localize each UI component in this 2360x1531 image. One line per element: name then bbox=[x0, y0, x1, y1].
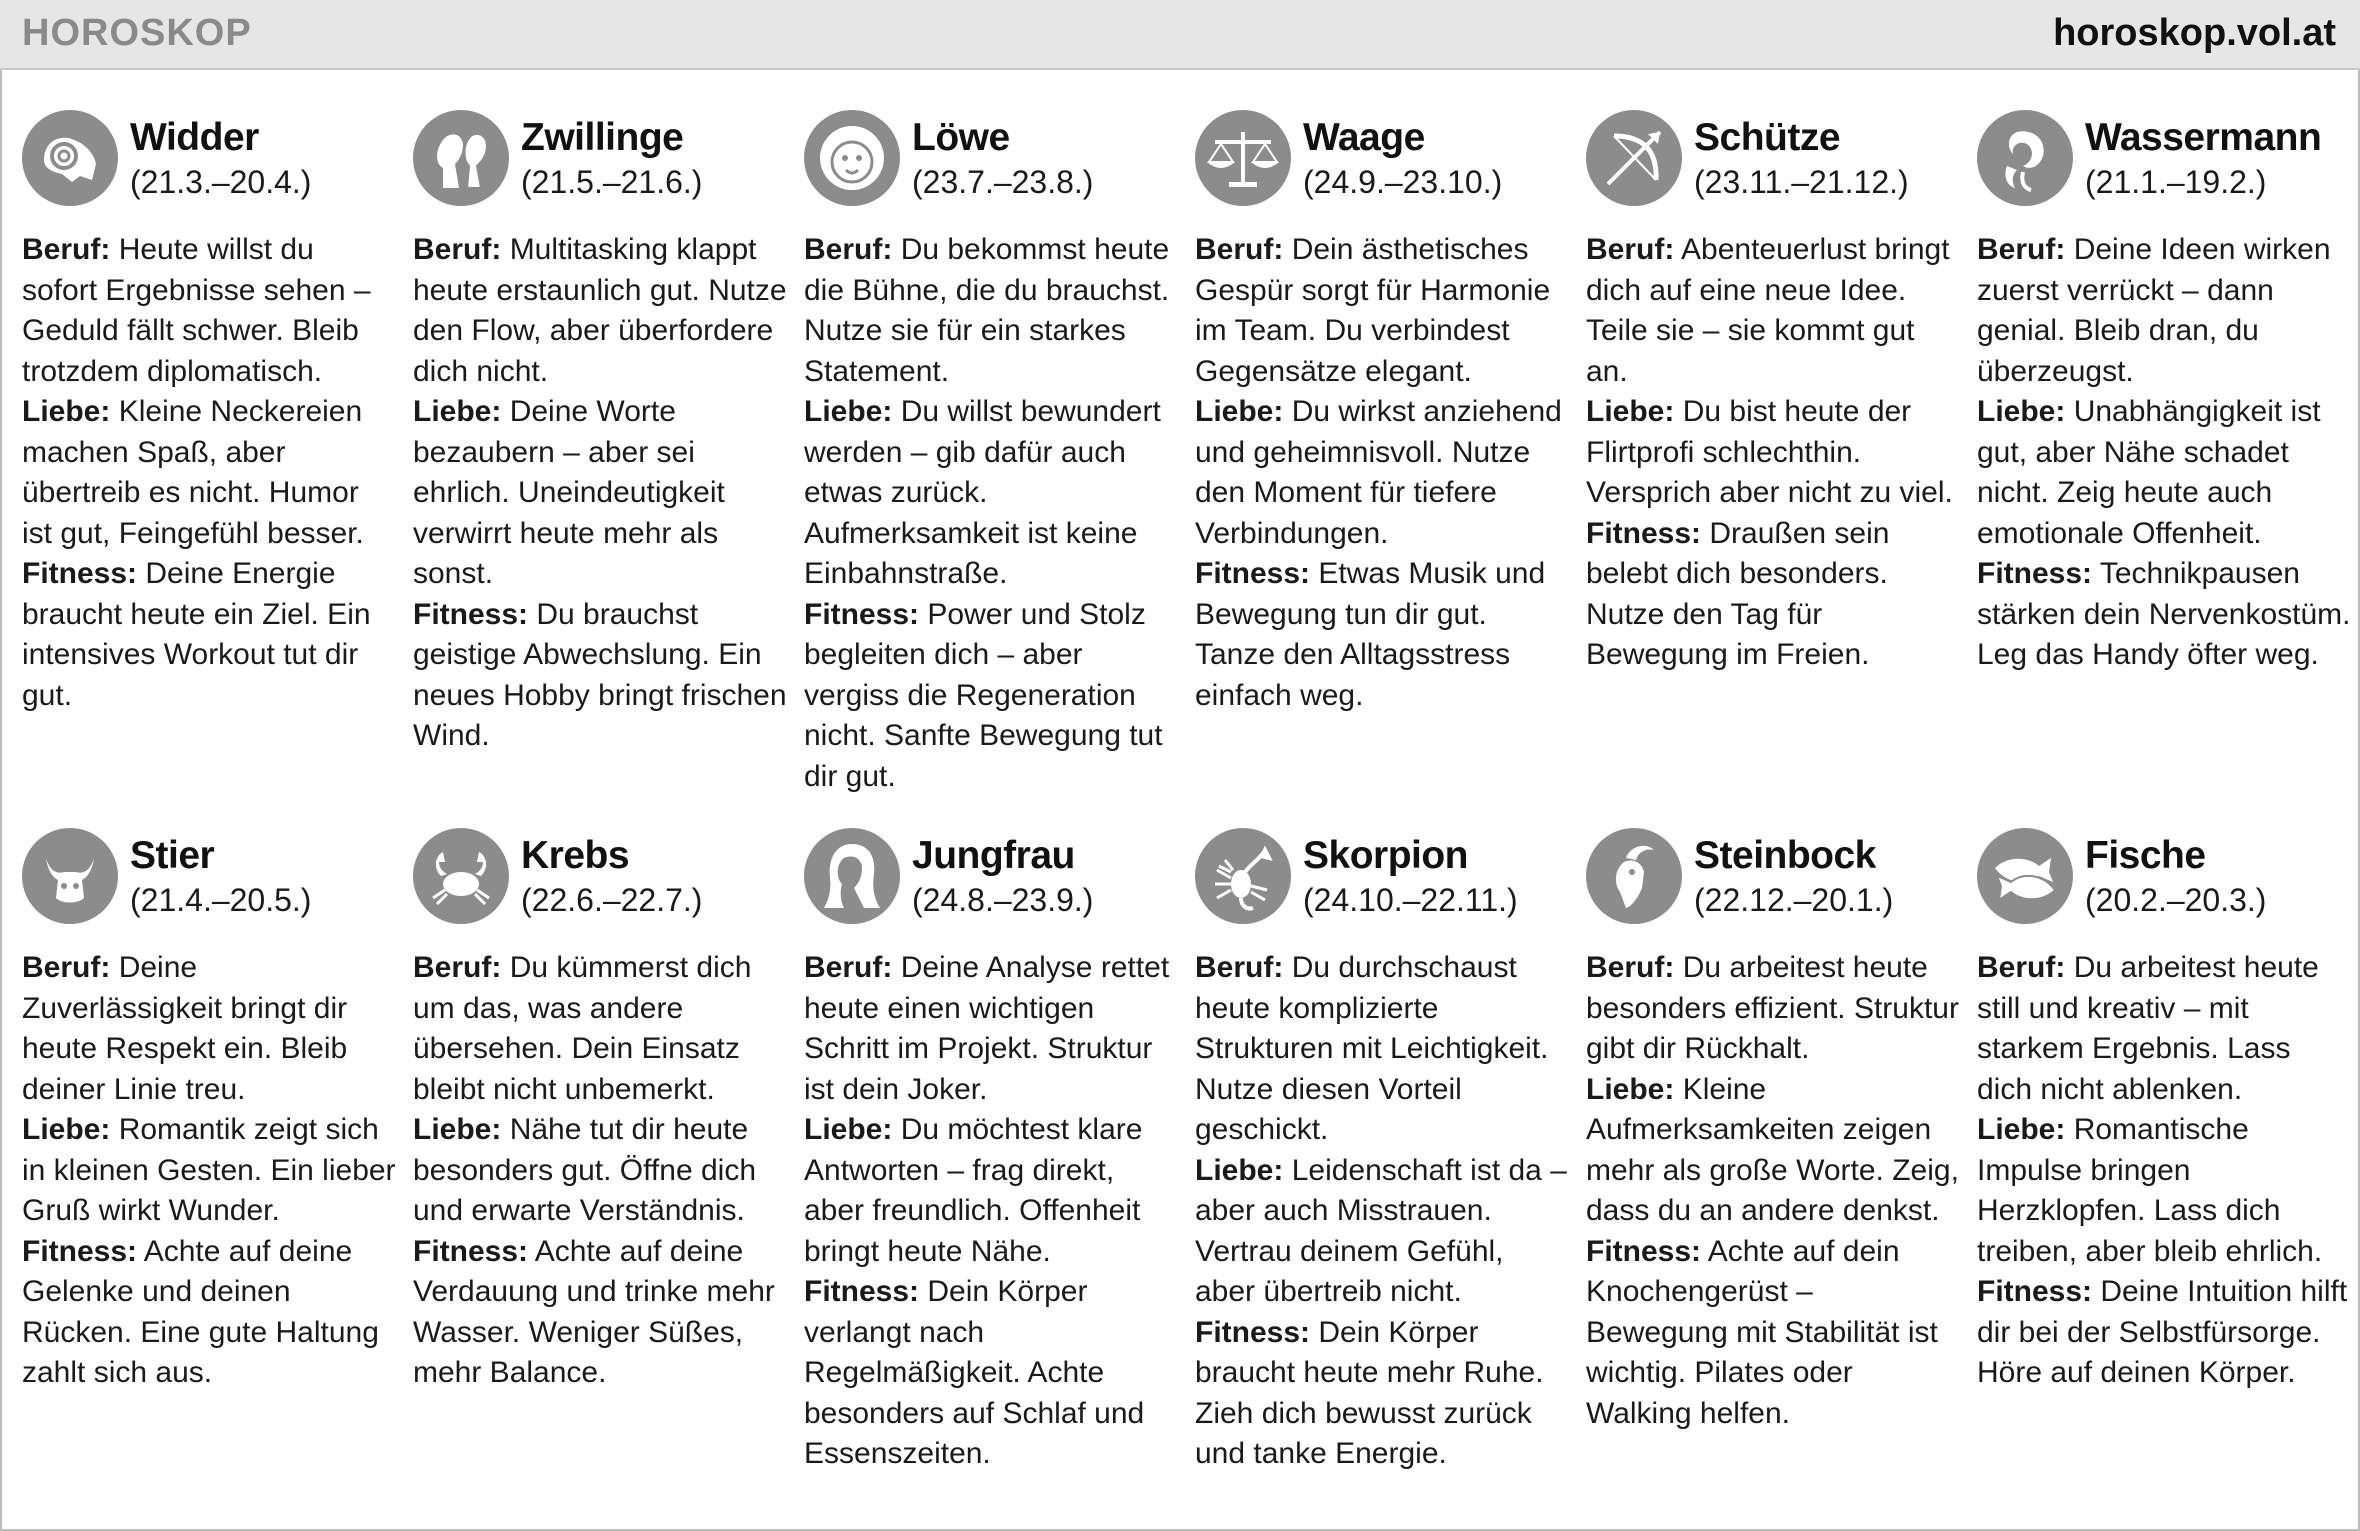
liebe-text: Liebe: Leidenschaft ist da – aber auch Misstrauen. Vertrau deinem Gefühl, aber übertreib nicht. bbox=[1195, 1153, 1567, 1308]
liebe-text: Liebe: Du willst bewundert werden – gib dafür auch etwas zurück. Aufmerksamkeit ist keine Einbahnstraße. bbox=[804, 395, 1161, 590]
fitness-text: Fitness: Draußen sein belebt dich besonders. Nutze den Tag für Bewegung im Freien. bbox=[1586, 516, 1890, 671]
sign-krebs bbox=[413, 826, 804, 1526]
goat-icon bbox=[1586, 828, 1682, 924]
sign-dates: (21.4.–20.5.) bbox=[130, 882, 312, 918]
sign-waage bbox=[1195, 108, 1586, 826]
beruf-label: Beruf: bbox=[22, 951, 111, 984]
sign-stier bbox=[22, 826, 413, 1526]
fitness-text: Fitness: Du brauchst geistige Abwechslung. Ein neues Hobby bringt frischen Wind. bbox=[413, 597, 787, 752]
beruf-text: Beruf: Du kümmerst dich um das, was andere übersehen. Dein Einsatz bleibt nicht unbemerkt. bbox=[413, 951, 752, 1106]
beruf-label: Beruf: bbox=[1586, 951, 1675, 984]
sign-name: Fische bbox=[2085, 834, 2206, 877]
liebe-label: Liebe: bbox=[22, 1113, 111, 1146]
horoscope-grid bbox=[22, 108, 2352, 1526]
beruf-label: Beruf: bbox=[1977, 233, 2066, 266]
fitness-text: Fitness: Technikpausen stärken dein Nervenkostüm. Leg das Handy öfter weg. bbox=[1977, 557, 2351, 671]
beruf-text: Beruf: Multitasking klappt heute erstaunlich gut. Nutze den Flow, aber überfordere dich nicht. bbox=[413, 233, 787, 388]
sign-name: Löwe bbox=[912, 116, 1010, 159]
fitness-text: Fitness: Deine Intuition hilft dir bei der Selbstfürsorge. Höre auf deinen Körper. bbox=[1977, 1275, 2348, 1389]
sign-steinbock bbox=[1586, 826, 1977, 1526]
beruf-label: Beruf: bbox=[22, 233, 111, 266]
fitness-label: Fitness: bbox=[804, 1275, 920, 1308]
sign-name: Wassermann bbox=[2085, 116, 2322, 159]
sign-skorpion bbox=[1195, 826, 1586, 1526]
liebe-label: Liebe: bbox=[804, 1113, 893, 1146]
liebe-label: Liebe: bbox=[1195, 395, 1284, 428]
liebe-text: Liebe: Kleine Aufmerksamkeiten zeigen mehr als große Worte. Zeig, dass du an andere denkst. bbox=[1586, 1072, 1959, 1227]
fitness-text: Fitness: Etwas Musik und Bewegung tun dir gut. Tanze den Alltagsstress einfach weg. bbox=[1195, 557, 1546, 712]
sign-name: Krebs bbox=[521, 834, 630, 877]
fitness-label: Fitness: bbox=[804, 597, 920, 631]
sign-jungfrau bbox=[804, 826, 1195, 1526]
twins-icon bbox=[413, 110, 509, 206]
sign-dates: (21.1.–19.2.) bbox=[2085, 164, 2267, 200]
sign-dates: (23.7.–23.8.) bbox=[912, 164, 1094, 200]
sign-name: Zwillinge bbox=[521, 116, 684, 159]
fitness-label: Fitness: bbox=[413, 597, 529, 631]
water-bearer-icon bbox=[1977, 110, 2073, 206]
page-title: HOROSKOP bbox=[22, 12, 252, 54]
liebe-label: Liebe: bbox=[1195, 1153, 1284, 1187]
site-link[interactable]: horoskop.vol.at bbox=[2053, 12, 2336, 54]
sign-name: Stier bbox=[130, 834, 215, 877]
beruf-text: Beruf: Du durchschaust heute komplizierte Strukturen mit Leichtigkeit. Nutze diesen Vorteil geschickt. bbox=[1195, 951, 1549, 1146]
beruf-label: Beruf: bbox=[1195, 233, 1284, 266]
liebe-label: Liebe: bbox=[804, 395, 893, 428]
fitness-label: Fitness: bbox=[1195, 557, 1311, 590]
beruf-text: Beruf: Dein ästhetisches Gespür sorgt für Harmonie im Team. Du verbindest Gegensätze elegant. bbox=[1195, 233, 1551, 388]
fitness-text: Fitness: Dein Körper braucht heute mehr Ruhe. Zieh dich bewusst zurück und tanke Energie. bbox=[1195, 1315, 1544, 1470]
fitness-label: Fitness: bbox=[1586, 516, 1702, 550]
fitness-label: Fitness: bbox=[413, 1234, 529, 1268]
beruf-label: Beruf: bbox=[1586, 233, 1675, 266]
fitness-text: Fitness: Power und Stolz begleiten dich – aber vergiss die Regeneration nicht. Sanfte Bewegung tut dir gut. bbox=[804, 597, 1163, 793]
sign-fische bbox=[1977, 826, 2360, 1526]
beruf-text: Beruf: Abenteuerlust bringt dich auf eine neue Idee. Teile sie – sie kommt gut an. bbox=[1586, 233, 1950, 388]
liebe-label: Liebe: bbox=[413, 1113, 502, 1146]
sign-dates: (23.11.–21.12.) bbox=[1694, 164, 1909, 200]
liebe-label: Liebe: bbox=[1977, 395, 2066, 428]
beruf-label: Beruf: bbox=[1195, 951, 1284, 984]
fitness-label: Fitness: bbox=[1977, 557, 2093, 590]
sign-name: Jungfrau bbox=[912, 834, 1075, 877]
beruf-text: Beruf: Deine Ideen wirken zuerst verrückt – dann genial. Bleib dran, du überzeugst. bbox=[1977, 233, 2331, 388]
sign-zwillinge bbox=[413, 108, 804, 826]
sign-name: Schütze bbox=[1694, 116, 1841, 159]
sign-dates: (22.12.–20.1.) bbox=[1694, 882, 1894, 918]
virgin-icon bbox=[804, 828, 900, 924]
sign-schuetze bbox=[1586, 108, 1977, 826]
beruf-label: Beruf: bbox=[804, 951, 893, 984]
liebe-label: Liebe: bbox=[413, 395, 502, 428]
crab-icon bbox=[413, 828, 509, 924]
beruf-text: Beruf: Heute willst du sofort Ergebnisse sehen – Geduld fällt schwer. Bleib trotzdem diplomatisch. bbox=[22, 233, 371, 388]
beruf-label: Beruf: bbox=[1977, 951, 2066, 984]
beruf-text: Beruf: Deine Zuverlässigkeit bringt dir heute Respekt ein. Bleib deiner Linie treu. bbox=[22, 951, 348, 1106]
scorpion-icon bbox=[1195, 828, 1291, 924]
fitness-text: Fitness: Achte auf dein Knochengerüst – Bewegung mit Stabilität ist wichtig. Pilates oder Walking helfen. bbox=[1586, 1234, 1938, 1430]
fitness-text: Fitness: Deine Energie braucht heute ein Ziel. Ein intensives Workout tut dir gut. bbox=[22, 557, 371, 712]
beruf-text: Beruf: Deine Analyse rettet heute einen wichtigen Schritt im Projekt. Struktur ist dein Joker. bbox=[804, 951, 1170, 1106]
liebe-text: Liebe: Kleine Neckereien machen Spaß, aber übertreib es nicht. Humor ist gut, Feingefühl besser. bbox=[22, 395, 364, 550]
sign-dates: (21.3.–20.4.) bbox=[130, 164, 312, 200]
sign-dates: (20.2.–20.3.) bbox=[2085, 882, 2267, 918]
sign-loewe bbox=[804, 108, 1195, 826]
sign-name: Widder bbox=[130, 116, 259, 159]
bull-icon bbox=[22, 828, 118, 924]
sign-dates: (21.5.–21.6.) bbox=[521, 164, 703, 200]
fitness-label: Fitness: bbox=[22, 557, 138, 590]
sign-widder bbox=[22, 108, 413, 826]
sign-dates: (22.6.–22.7.) bbox=[521, 882, 703, 918]
liebe-label: Liebe: bbox=[1586, 1072, 1675, 1106]
fitness-label: Fitness: bbox=[1195, 1315, 1311, 1349]
liebe-text: Liebe: Romantische Impulse bringen Herzklopfen. Lass dich treiben, aber bleib ehrlich. bbox=[1977, 1113, 2323, 1268]
page-header bbox=[0, 0, 2360, 70]
liebe-text: Liebe: Du wirkst anziehend und geheimnisvoll. Nutze den Moment für tiefere Verbindungen. bbox=[1195, 395, 1562, 550]
lion-icon bbox=[804, 110, 900, 206]
liebe-text: Liebe: Romantik zeigt sich in kleinen Gesten. Ein lieber Gruß wirkt Wunder. bbox=[22, 1113, 396, 1227]
fitness-text: Fitness: Achte auf deine Verdauung und trinke mehr Wasser. Weniger Süßes, mehr Balance. bbox=[413, 1234, 775, 1389]
fitness-label: Fitness: bbox=[1977, 1275, 2093, 1308]
beruf-text: Beruf: Du bekommst heute die Bühne, die du brauchst. Nutze sie für ein starkes Statement. bbox=[804, 233, 1170, 388]
fitness-label: Fitness: bbox=[1586, 1234, 1702, 1268]
fitness-text: Fitness: Achte auf deine Gelenke und deinen Rücken. Eine gute Haltung zahlt sich aus. bbox=[22, 1234, 379, 1389]
liebe-label: Liebe: bbox=[1977, 1113, 2066, 1146]
liebe-text: Liebe: Deine Worte bezaubern – aber sei ehrlich. Uneindeutigkeit verwirrt heute mehr als sonst. bbox=[413, 395, 725, 590]
sign-name: Steinbock bbox=[1694, 834, 1876, 877]
ram-icon bbox=[22, 110, 118, 206]
liebe-text: Liebe: Nähe tut dir heute besonders gut. Öffne dich und erwarte Verständnis. bbox=[413, 1113, 757, 1227]
sign-dates: (24.9.–23.10.) bbox=[1303, 164, 1503, 200]
liebe-label: Liebe: bbox=[22, 395, 111, 428]
sign-name: Skorpion bbox=[1303, 834, 1469, 877]
sign-wassermann bbox=[1977, 108, 2360, 826]
fitness-text: Fitness: Dein Körper verlangt nach Regelmäßigkeit. Achte besonders auf Schlaf und Essenszeiten. bbox=[804, 1275, 1145, 1470]
sign-name: Waage bbox=[1303, 116, 1425, 159]
beruf-text: Beruf: Du arbeitest heute besonders effizient. Struktur gibt dir Rückhalt. bbox=[1586, 951, 1959, 1065]
fish-icon bbox=[1977, 828, 2073, 924]
beruf-label: Beruf: bbox=[413, 951, 502, 984]
beruf-label: Beruf: bbox=[804, 233, 893, 266]
liebe-text: Liebe: Du möchtest klare Antworten – frag direkt, aber freundlich. Offenheit bringt heute Nähe. bbox=[804, 1113, 1143, 1268]
beruf-label: Beruf: bbox=[413, 233, 502, 266]
beruf-text: Beruf: Du arbeitest heute still und kreativ – mit starkem Ergebnis. Lass dich nicht ablenken. bbox=[1977, 951, 2319, 1106]
bow-arrow-icon bbox=[1586, 110, 1682, 206]
liebe-label: Liebe: bbox=[1586, 395, 1675, 428]
liebe-text: Liebe: Unabhängigkeit ist gut, aber Nähe schadet nicht. Zeig heute auch emotionale Offenheit. bbox=[1977, 395, 2321, 550]
sign-dates: (24.8.–23.9.) bbox=[912, 882, 1094, 918]
liebe-text: Liebe: Du bist heute der Flirtprofi schlechthin. Versprich aber nicht zu viel. bbox=[1586, 395, 1953, 509]
scales-icon bbox=[1195, 110, 1291, 206]
fitness-label: Fitness: bbox=[22, 1234, 138, 1268]
sign-dates: (24.10.–22.11.) bbox=[1303, 882, 1518, 918]
